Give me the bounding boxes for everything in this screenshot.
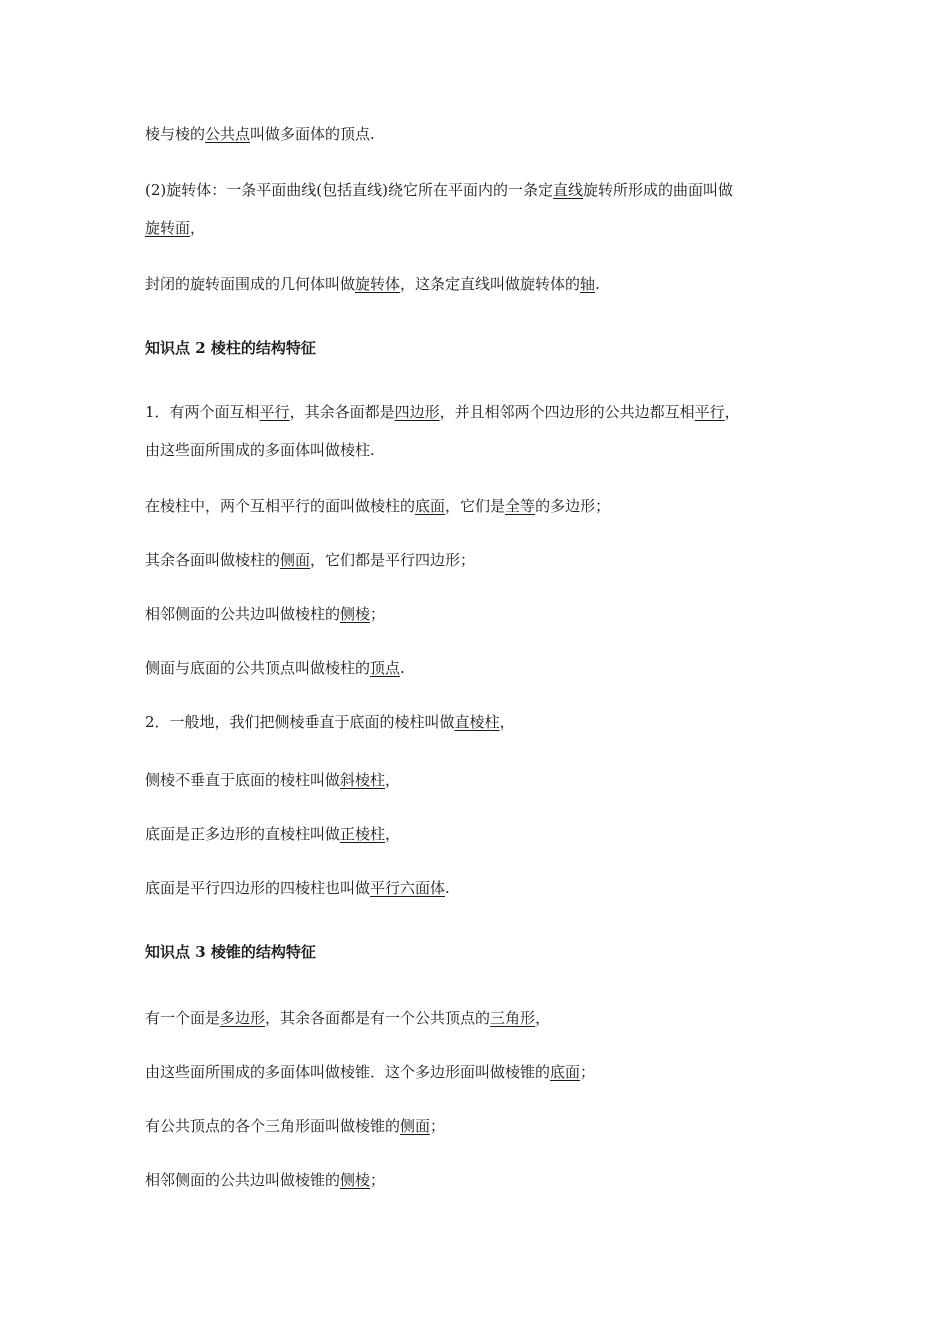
text-segment: ，这条定直线叫做旋转体的 [400,275,581,293]
text-segment: ，并且相邻两个四边形的公共边都互相 [439,403,695,421]
text-segment: 知识点 2 棱柱的结构特征 [145,339,316,357]
text-segment: 旋转所形成的曲面叫做 [582,181,733,199]
underlined-term: 顶点 [370,659,401,677]
text-segment: 知识点 3 棱锥的结构特征 [145,943,316,961]
text-segment: 2．一般地，我们把侧棱垂直于底面的棱柱叫做 [145,713,455,731]
text-segment: 有一个面是 [145,1009,221,1027]
text-segment: 有公共顶点的各个三角形面叫做棱锥的 [145,1117,401,1135]
text-segment: ； [370,605,386,623]
paragraph-line [145,1170,385,1190]
paragraph-line [145,440,375,460]
underlined-term: 旋转面 [145,219,191,237]
section-heading [145,338,316,358]
underlined-term: 直线 [552,181,583,199]
text-segment: 的多边形； [535,497,611,515]
text-segment: ， [535,1009,551,1027]
underlined-term: 侧棱 [340,605,371,623]
paragraph-line [145,604,385,624]
text-segment: ， [385,825,401,843]
underlined-term: 旋转体 [355,275,401,293]
text-segment: 侧棱不垂直于底面的棱柱叫做 [145,771,341,789]
paragraph-line [145,550,475,570]
text-segment: 其余各面叫做棱柱的 [145,551,281,569]
underlined-term: 侧面 [280,551,311,569]
underlined-term: 公共点 [205,125,251,143]
paragraph-line [145,402,740,422]
text-segment: 棱与棱的 [145,125,206,143]
underlined-term: 平行六面体 [370,879,446,897]
text-segment: 由这些面所围成的多面体叫做棱柱. [145,441,375,459]
paragraph-line [145,218,205,238]
underlined-term: 正棱柱 [340,825,386,843]
text-segment: ， [190,219,206,237]
underlined-term: 底面 [550,1063,581,1081]
text-segment: ； [430,1117,446,1135]
paragraph-line [145,1008,550,1028]
text-segment: ，其余各面都是有一个公共顶点的 [265,1009,491,1027]
underlined-term: 三角形 [490,1009,536,1027]
paragraph-line [145,180,733,200]
text-segment: 相邻侧面的公共边叫做棱柱的 [145,605,341,623]
text-segment: 侧面与底面的公共顶点叫做棱柱的 [145,659,371,677]
paragraph-line [145,658,405,678]
paragraph-line [145,878,450,898]
paragraph-line [145,1062,595,1082]
text-segment: . [400,659,405,677]
underlined-term: 侧棱 [340,1171,371,1189]
text-segment: 封闭的旋转面围成的几何体叫做 [145,275,356,293]
paragraph-line [145,1116,445,1136]
text-segment: . [445,879,450,897]
paragraph-line [145,274,600,294]
text-segment: ； [580,1063,596,1081]
section-heading [145,942,316,962]
underlined-term: 四边形 [394,403,440,421]
text-segment: 在棱柱中，两个互相平行的面叫做棱柱的 [145,497,416,515]
text-segment: . [595,275,600,293]
text-segment: 叫做多面体的顶点. [250,125,375,143]
text-segment: ， [724,403,740,421]
underlined-term: 斜棱柱 [340,771,386,789]
text-segment: 1．有两个面互相 [145,403,260,421]
text-segment: ，它们是 [445,497,506,515]
text-segment: 相邻侧面的公共边叫做棱锥的 [145,1171,341,1189]
text-segment: ； [370,1171,386,1189]
paragraph-line [145,496,610,516]
underlined-term: 底面 [415,497,446,515]
text-segment: ， [499,713,515,731]
text-segment: (2)旋转体：一条平面曲线(包括直线)绕它所在平面内的一条定 [145,181,553,199]
underlined-term: 直棱柱 [454,713,500,731]
underlined-term: 平行 [694,403,725,421]
paragraph-line [145,824,400,844]
text-segment: ，它们都是平行四边形； [310,551,476,569]
text-segment: ，其余各面都是 [289,403,395,421]
text-segment: 底面是正多边形的直棱柱叫做 [145,825,341,843]
underlined-term: 全等 [505,497,536,515]
underlined-term: 侧面 [400,1117,431,1135]
underlined-term: 轴 [580,275,596,293]
paragraph-line [145,124,375,144]
text-segment: 底面是平行四边形的四棱柱也叫做 [145,879,371,897]
text-segment: ， [385,771,401,789]
paragraph-line [145,712,515,732]
text-segment: 由这些面所围成的多面体叫做棱锥．这个多边形面叫做棱锥的 [145,1063,551,1081]
paragraph-line [145,770,400,790]
underlined-term: 平行 [259,403,290,421]
underlined-term: 多边形 [220,1009,266,1027]
